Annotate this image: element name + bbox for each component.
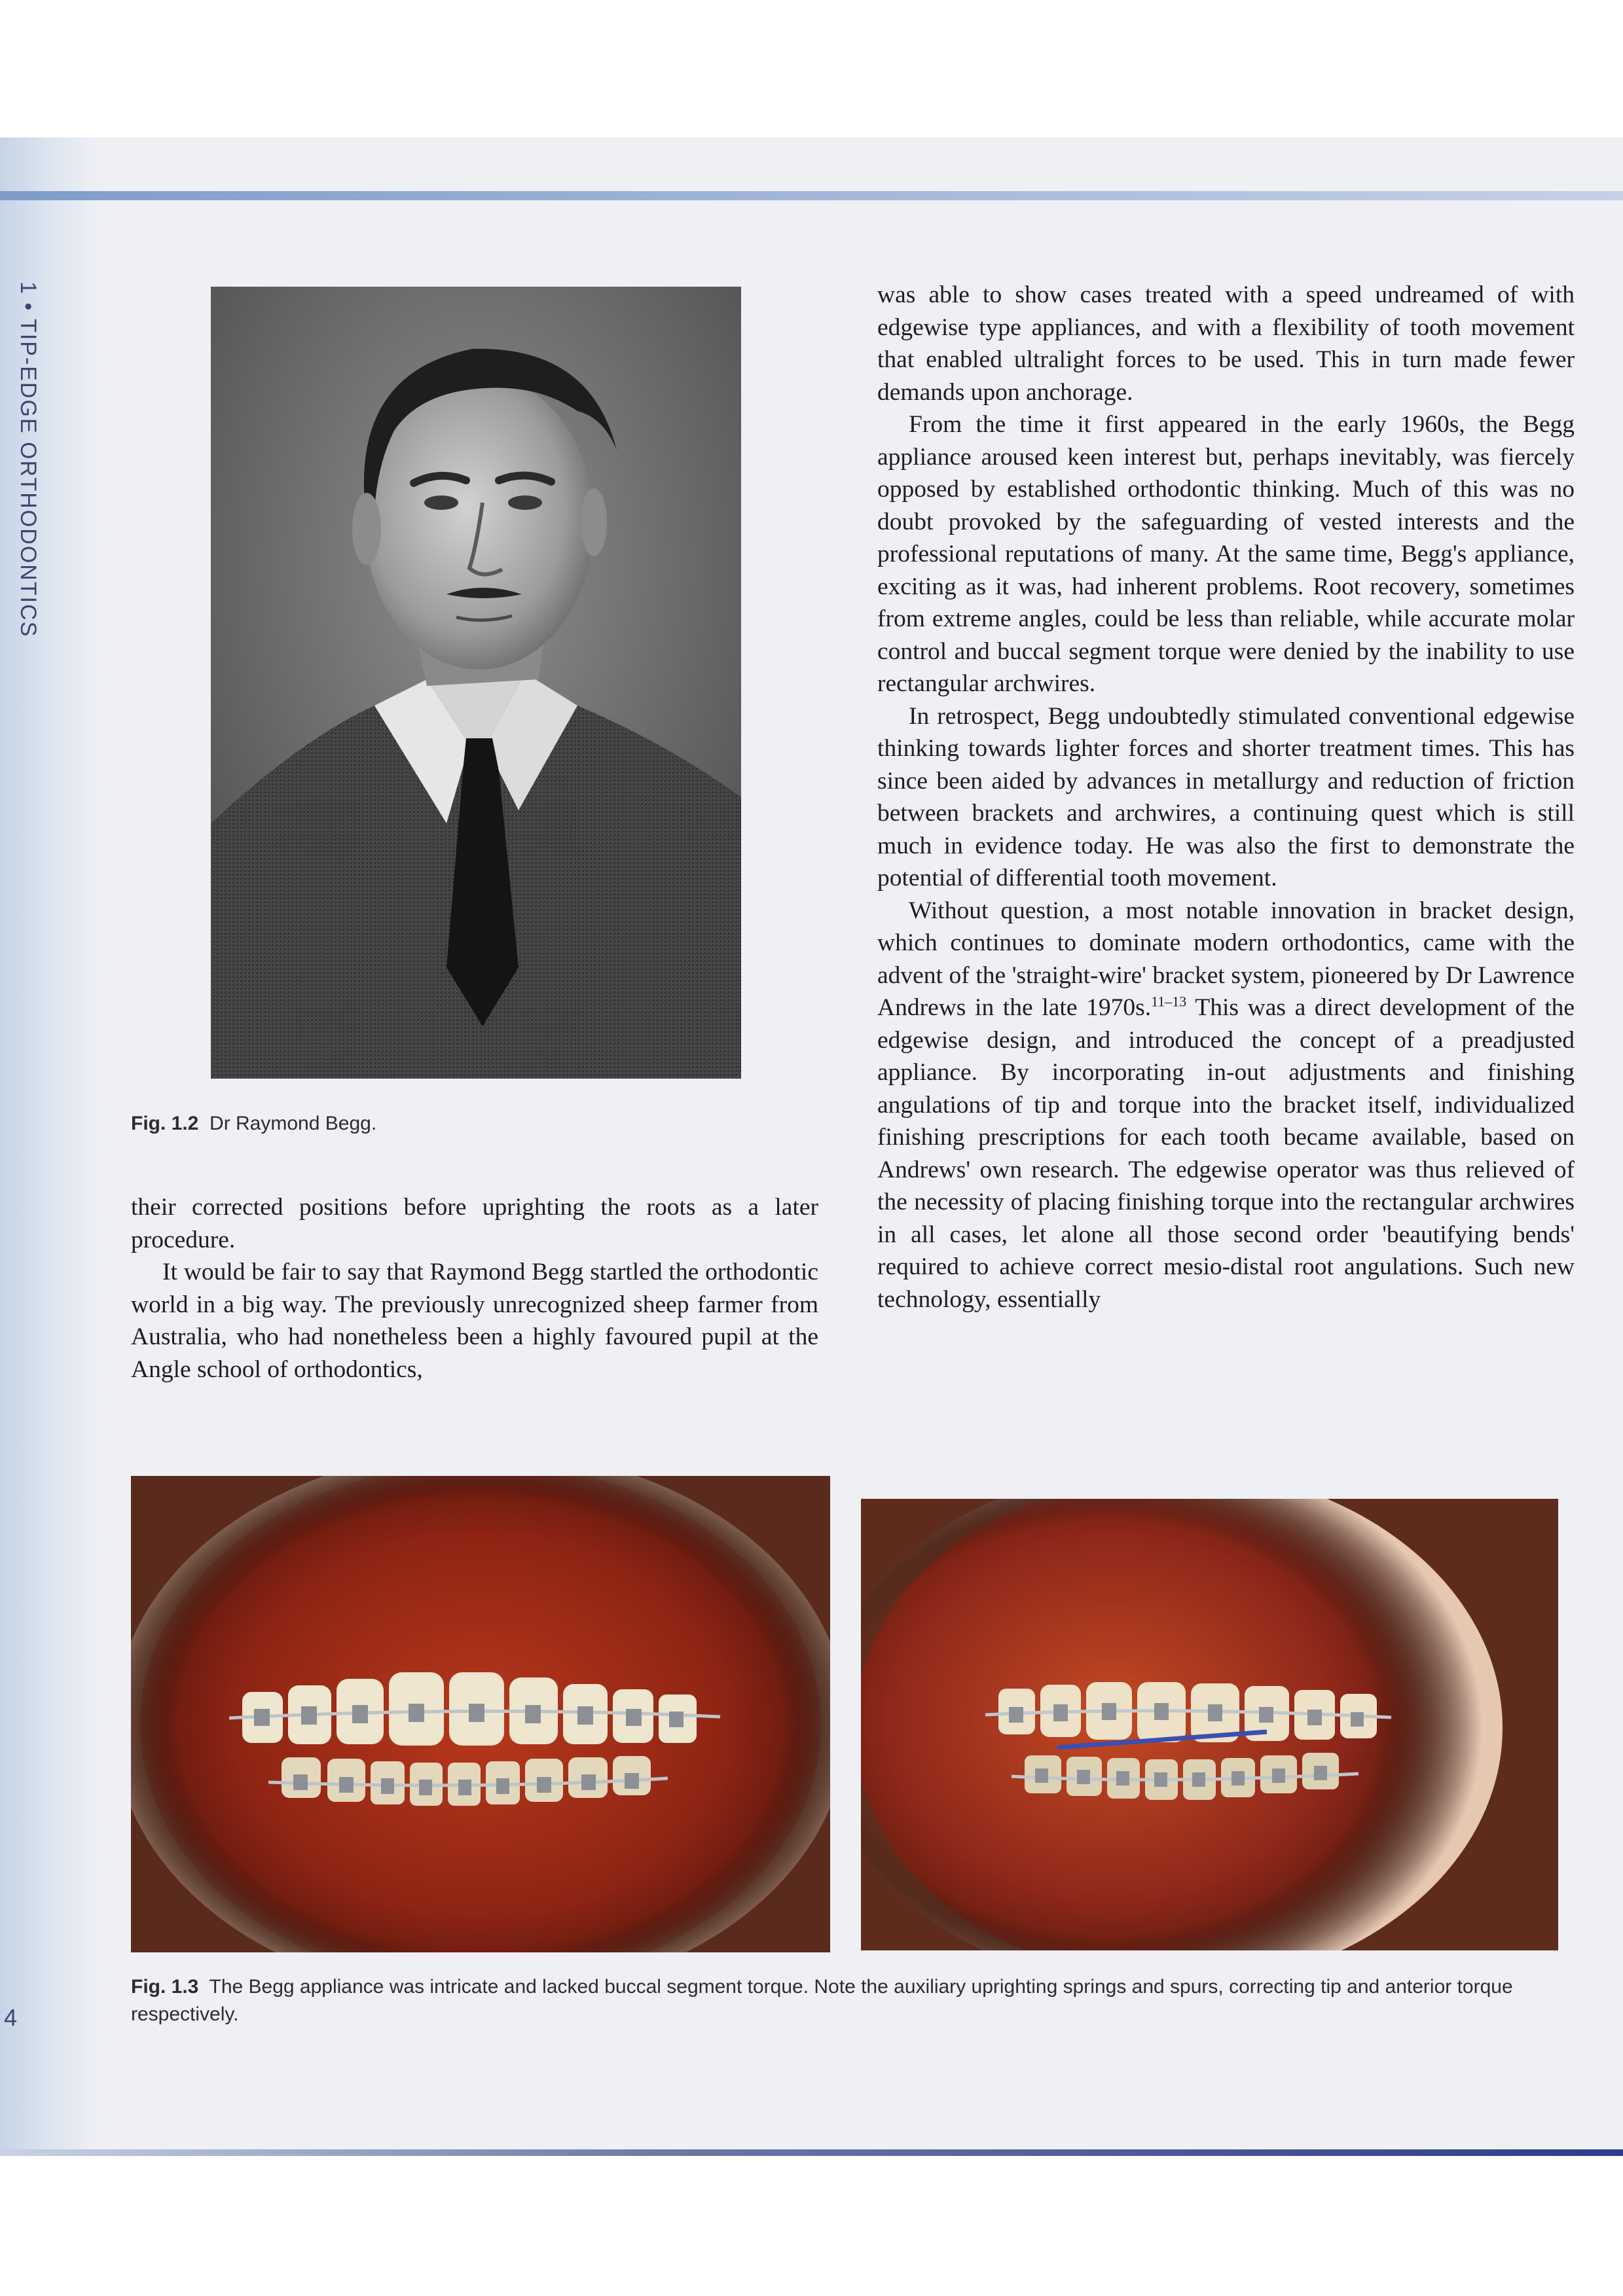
reference-superscript: 11–13 xyxy=(1151,993,1187,1010)
intraoral-photo-lateral xyxy=(861,1499,1558,1950)
paragraph-text: Without question, a most notable innovation in bracket design, which continues to dominate modern orthodontics, came with the advent of the 'straight-wire' bracket system, pioneered by Dr Lawrence Andrews in the late 1970s. xyxy=(877,897,1575,1021)
figure-1-2-caption xyxy=(131,1110,376,1138)
paragraph: In retrospect, Begg undoubtedly stimulated conventional edgewise thinking towards lighter forces and shorter treatment times. This has since been aided by advances in metallurgy and reduction of friction between brackets and archwires, a continuing quest which is still much in evidence today. He was also the first to demonstrate the potential of differential tooth movement. xyxy=(877,702,1575,891)
portrait-photo-raymond-begg xyxy=(211,287,741,1079)
paragraph xyxy=(877,895,1575,1316)
page-number: 4 xyxy=(4,2004,18,2031)
bottom-rule xyxy=(0,2149,1623,2156)
paragraph: was able to show cases treated with a speed undreamed of with edgewise type appliances, and with a flexibility of tooth movement that enabled ultralight forces to be used. This in turn made fewer demands upon anchorage. xyxy=(877,281,1575,406)
paragraph: From the time it first appeared in the early 1960s, the Begg appliance aroused keen interest but, perhaps inevitably, was fiercely opposed by established orthodontic thinking. Much of this was no doubt provoked by the safeguarding of vested interests and the professional reputations of many. At the same time, Begg's appliance, exciting as it was, had inherent problems. Root recovery, sometimes from extreme angles, could be less than reliable, while accurate molar control and buccal segment torque were denied by the inability to use rectangular archwires. xyxy=(877,411,1575,697)
paragraph: It would be fair to say that Raymond Begg startled the orthodontic world in a big way. The previously unrecognized sheep farmer from Australia, who had nonetheless been a highly favoured pupil at the Angle school of orthodontics, xyxy=(131,1259,818,1383)
paragraph: their corrected positions before uprighting the roots as a later procedure. xyxy=(131,1194,818,1253)
paragraph-text: This was a direct development of the edgewise design, and introduced the concept of a preadjusted appliance. By incorporating in-out adjustments and finishing angulations of tip and torque into the bracket itself, individualized finishing prescriptions for each tooth became available, based on Andrews' own research. The edgewise operator was thus relieved of the necessity of placing finishing torque into the rectangular archwires in all cases, let alone all those second order 'beautifying bends' required to achieve correct mesio-distal root angulations. Such new technology, essentially xyxy=(877,994,1575,1313)
left-text-column xyxy=(131,1191,818,1386)
intraoral-photo-frontal xyxy=(131,1476,830,1952)
figure-caption-text: The Begg appliance was intricate and lacked buccal segment torque. Note the auxiliary uprighting springs and spurs, correcting tip and anterior torque respectively. xyxy=(131,1976,1513,2025)
figure-label: Fig. 1.2 xyxy=(131,1113,199,1134)
figure-1-3-caption xyxy=(131,1973,1591,2028)
right-text-column xyxy=(877,279,1575,1316)
figure-caption-text: Dr Raymond Begg. xyxy=(210,1113,377,1134)
figure-label: Fig. 1.3 xyxy=(131,1976,199,1998)
running-head: 1 • TIP-EDGE ORTHODONTICS xyxy=(16,281,41,638)
top-rule xyxy=(0,191,1623,200)
